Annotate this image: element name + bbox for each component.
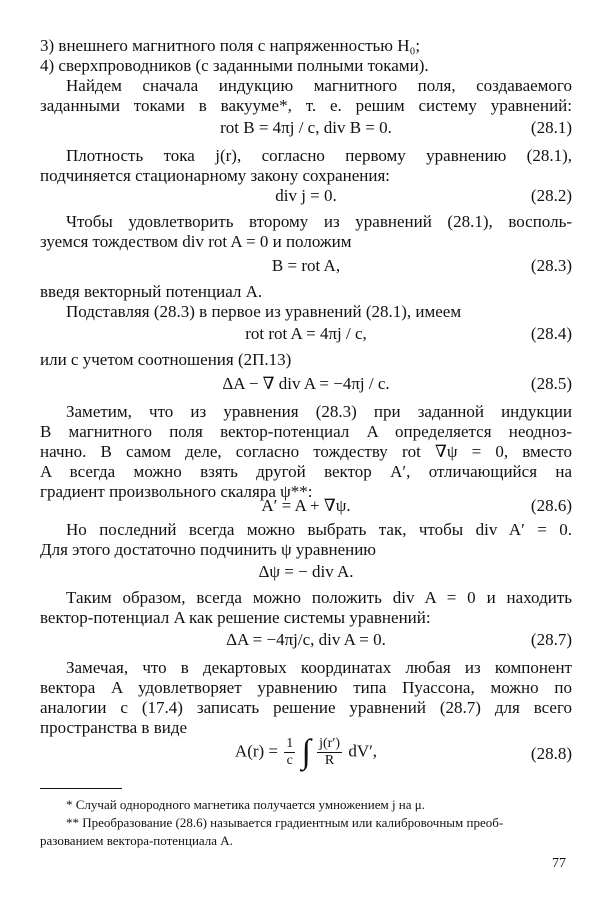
page-number: 77 xyxy=(552,856,566,871)
footnote: разованием вектора-потенциала A. xyxy=(40,833,233,848)
text-line: Найдем сначала индукцию магнитного поля, создаваемого xyxy=(66,76,572,95)
text-line: аналогии с (17.4) записать решение уравнений (28.7) для всего xyxy=(40,698,572,717)
footnote: * Случай однородного магнетика получается умножением j на μ. xyxy=(66,797,425,812)
text-line: заданными токами в вакууме*, т. е. решим систему уравнений: xyxy=(40,96,572,115)
text-line: начно. В самом деле, согласно тождеству rot ∇ψ = 0, вместо xyxy=(40,442,572,461)
text-line: 3) внешнего магнитного поля с напряженностью H₀; xyxy=(40,36,421,55)
text-line: подчиняется стационарному закону сохранения: xyxy=(40,166,391,185)
text-line: введя векторный потенциал A. xyxy=(40,282,263,301)
equation-28-5: ΔA − ∇ div A = −4πj / c. (28.5) xyxy=(222,374,572,393)
footnote-divider xyxy=(40,788,122,789)
text-line: Но последний всегда можно выбрать так, чтобы div A′ = 0. xyxy=(66,520,572,539)
equation-28-2: div j = 0. (28.2) xyxy=(275,186,572,205)
equation-28-4: rot rot A = 4πj / c, (28.4) xyxy=(245,324,572,343)
text-line: Для этого достаточно подчинить ψ уравнению xyxy=(40,540,377,559)
text-line: вектора A удовлетворяет уравнению типа Пуассона, можно по xyxy=(40,678,572,697)
equation-28-1: rot B = 4πj / c, div B = 0. (28.1) xyxy=(220,118,572,137)
text-line: градиент произвольного скаляра ψ**: xyxy=(40,482,313,501)
text-line: Замечая, что в декартовых координатах любая из компонент xyxy=(66,658,572,677)
equation-psi: Δψ = − div A. xyxy=(258,562,354,581)
text-line: зуемся тождеством div rot A = 0 и положим xyxy=(40,232,352,251)
text-line: вектор-потенциал A как решение системы уравнений: xyxy=(40,608,431,627)
text-line: Таким образом, всегда можно положить div A = 0 и находить xyxy=(66,588,572,607)
footnote: ** Преобразование (28.6) называется градиентным или калибровочным преоб- xyxy=(66,815,504,830)
fraction-j-over-r: $\frac{j(r')}{R}$ xyxy=(319,736,341,768)
text-line: 4) сверхпроводников (с заданными полными токами). xyxy=(40,56,429,75)
text-line: A всегда можно взять другой вектор A′, отличающийся на xyxy=(40,462,572,481)
text-line: или с учетом соотношения (2П.13) xyxy=(40,350,292,369)
text-line: Заметим, что из уравнения (28.3) при заданной индукции xyxy=(66,402,572,421)
text-line: пространства в виде xyxy=(40,718,188,737)
text-line: B магнитного поля вектор-потенциал A определяется неодноз- xyxy=(40,422,572,441)
equation-28-6: A′ = A + ∇ψ. (28.6) xyxy=(261,496,572,515)
fraction-one-over-c: $\frac{1}{c}$ xyxy=(286,736,294,768)
text-line: Плотность тока j(r), согласно первому уравнению (28.1), xyxy=(66,146,572,165)
equation-28-3: B = rot A, (28.3) xyxy=(271,256,572,275)
text-line: Чтобы удовлетворить второму из уравнений (28.1), восполь- xyxy=(66,212,572,231)
integral-sign: ∫ xyxy=(301,733,311,771)
equation-28-7: ΔA = −4πj/c, div A = 0. (28.7) xyxy=(226,630,572,649)
text-line: Подставляя (28.3) в первое из уравнений (28.1), имеем xyxy=(66,302,462,321)
equation-28-8: A(r) = $\frac{1}{c}$ ∫ $\frac{j(r')}{R}$ dV′, (28.8) xyxy=(234,733,572,771)
